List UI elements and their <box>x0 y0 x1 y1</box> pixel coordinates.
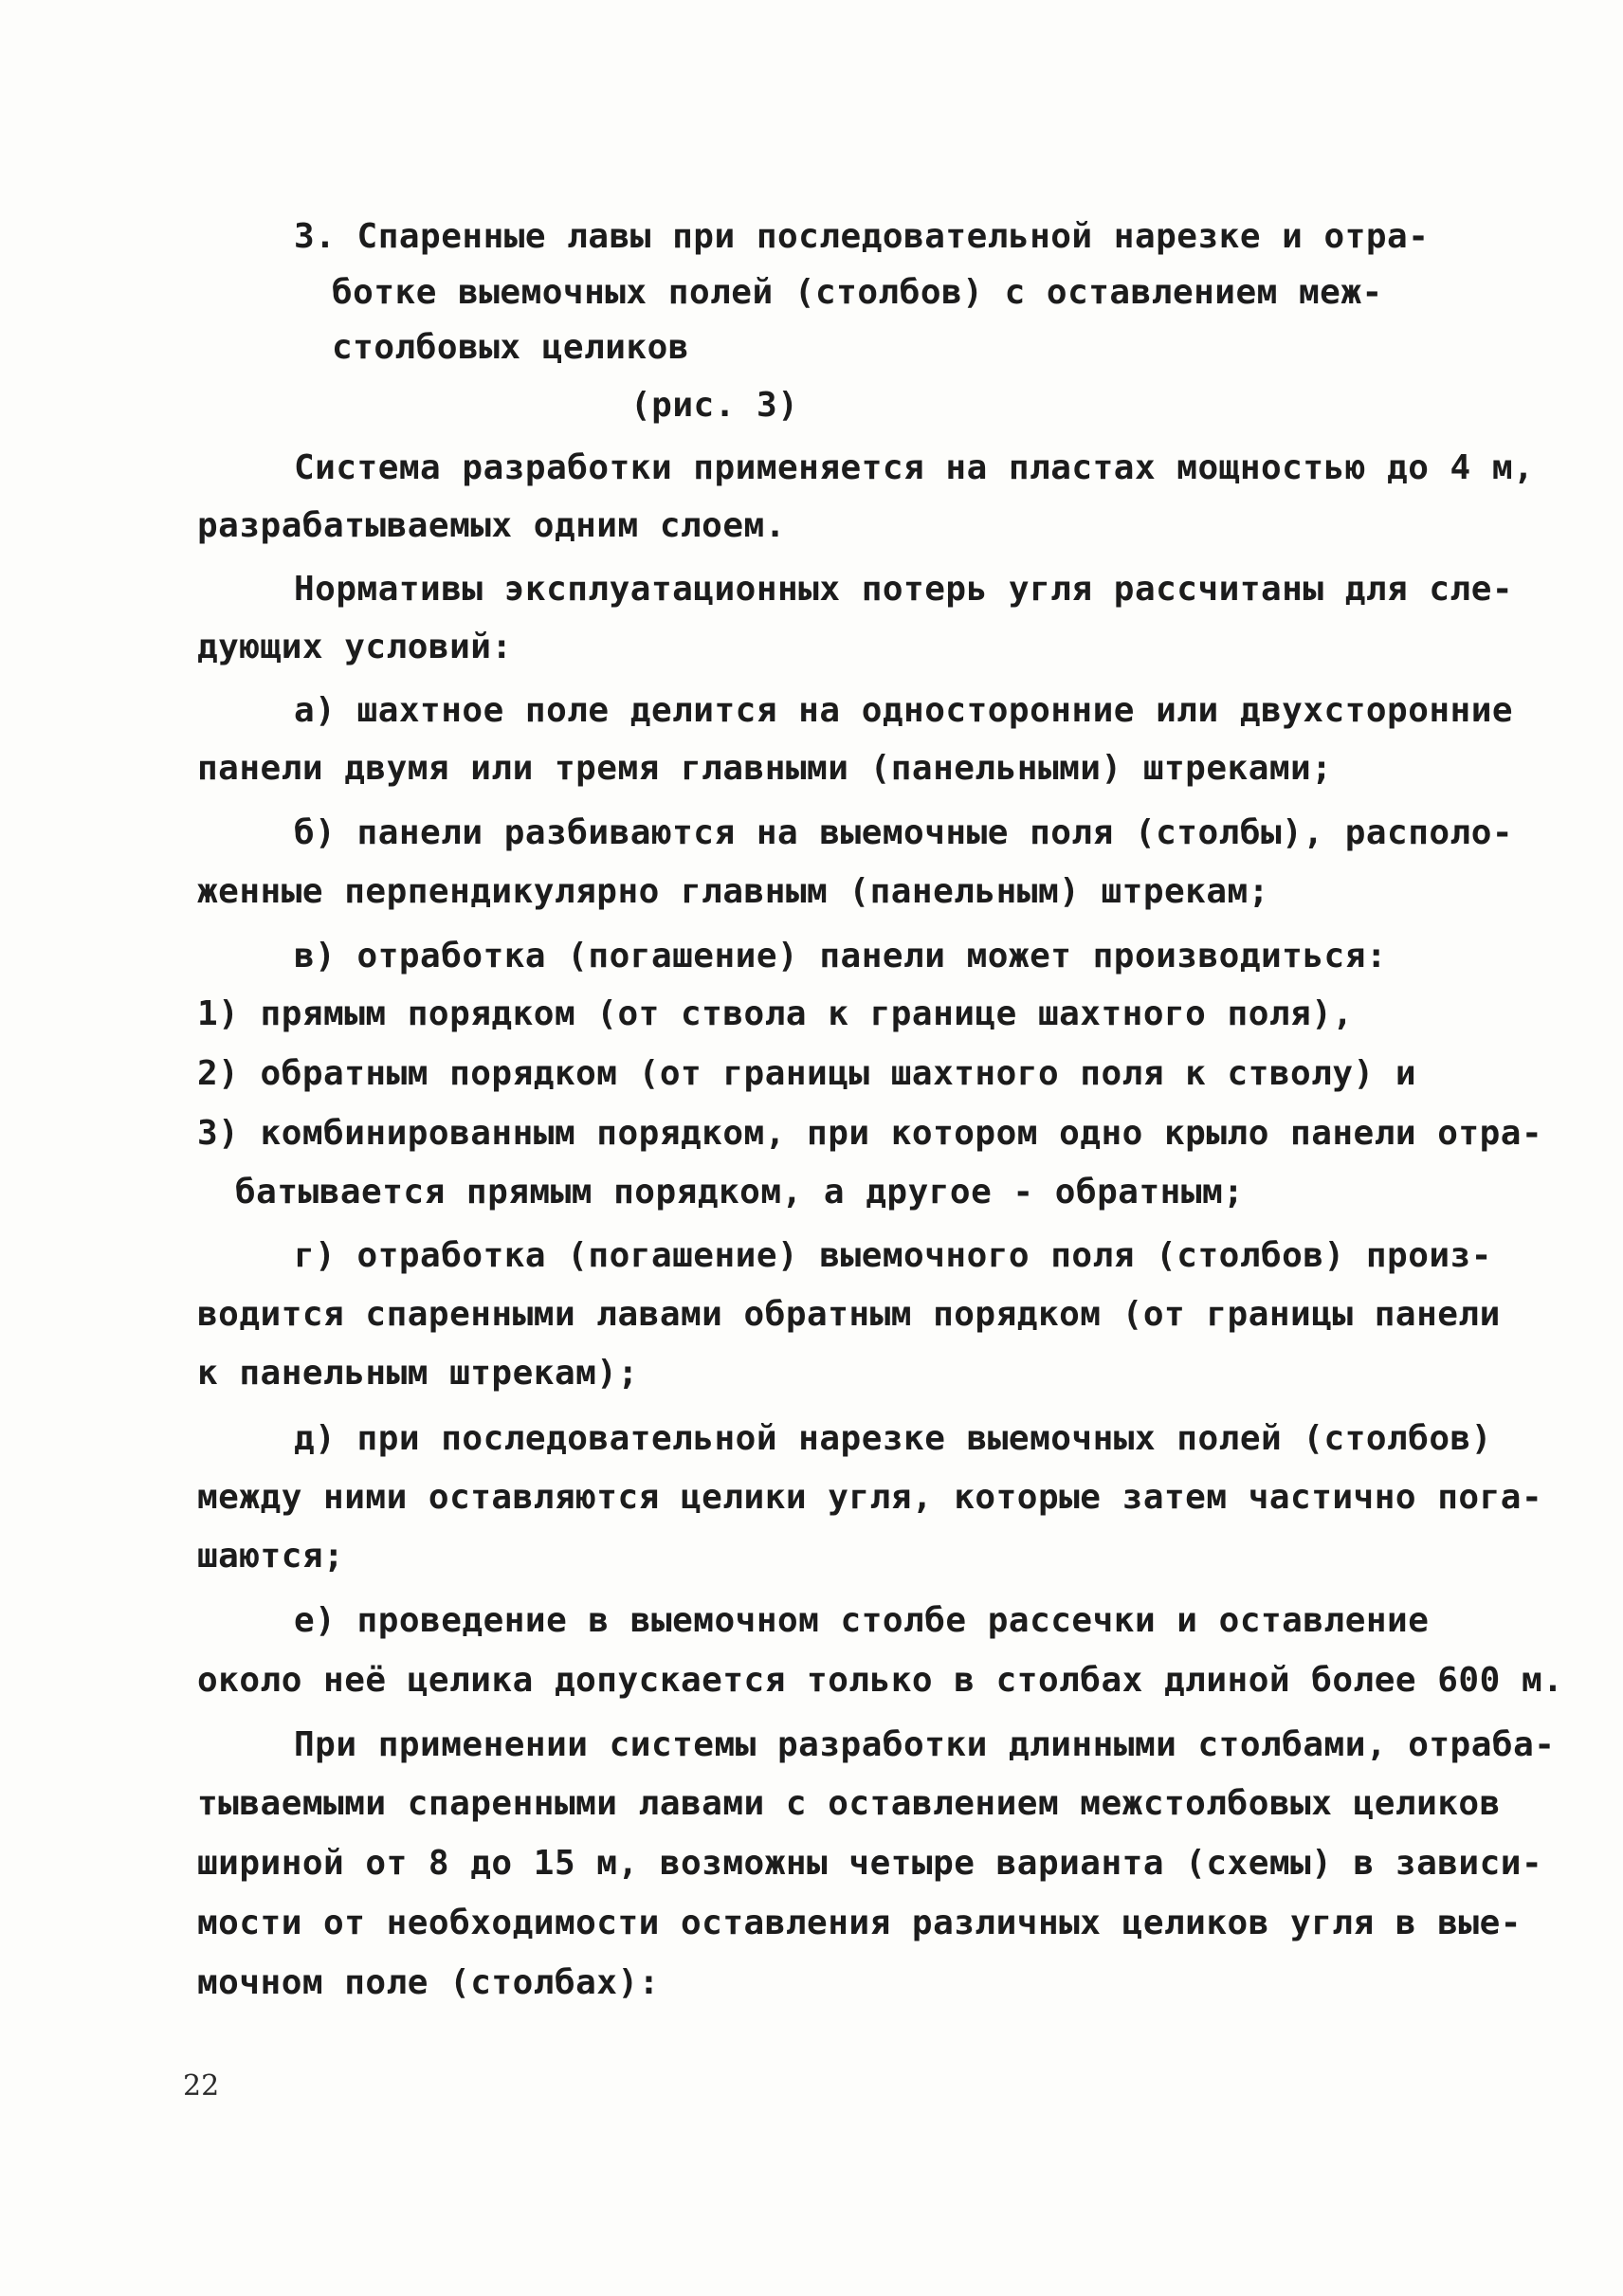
list-item-d-line-3: шаются; <box>197 1537 345 1576</box>
sub-item-3-line-2: батывается прямым порядком, а другое - обратным; <box>235 1173 1245 1212</box>
sub-item-1: 1) прямым порядком (от ствола к границе шахтного поля), <box>197 994 1354 1033</box>
paragraph-line: разрабатываемых одним слоем. <box>197 506 786 545</box>
list-item-d-line-2: между ними оставляются целики угля, которые затем частично пога- <box>197 1478 1543 1517</box>
section-heading-line-1: 3. Спаренные лавы при последовательной нарезке и отра- <box>294 217 1430 256</box>
paragraph-line: Нормативы эксплуатационных потерь угля рассчитаны для сле- <box>294 570 1514 609</box>
paragraph-line: дующих условий: <box>197 628 513 666</box>
page-number: 22 <box>183 2069 220 2103</box>
figure-reference: (рис. 3) <box>630 386 799 425</box>
section-heading-line-3: столбовых целиков <box>332 328 689 367</box>
list-item-a-line-2: панели двумя или тремя главными (панельными) штреками; <box>197 749 1333 788</box>
list-item-e-line-1: е) проведение в выемочном столбе рассечки и оставление <box>294 1601 1430 1640</box>
list-item-a-line-1: а) шахтное поле делится на односторонние или двухсторонние <box>294 691 1514 730</box>
paragraph-line: При применении системы разработки длинными столбами, отраба- <box>294 1725 1556 1764</box>
paragraph-line: тываемыми спаренными лавами с оставлением межстолбовых целиков <box>197 1784 1501 1823</box>
list-item-g-line-2: водится спаренными лавами обратным порядком (от границы панели <box>197 1295 1501 1334</box>
sub-item-2: 2) обратным порядком (от границы шахтного поля к стволу) и <box>197 1054 1417 1093</box>
paragraph-line: шириной от 8 до 15 м, возможны четыре варианта (схемы) в зависи- <box>197 1844 1543 1883</box>
list-item-d-line-1: д) при последовательной нарезке выемочных полей (столбов) <box>294 1419 1492 1458</box>
paragraph-line: Система разработки применяется на пластах мощностью до 4 м, <box>294 448 1535 487</box>
section-heading-line-2: ботке выемочных полей (столбов) с оставлением меж- <box>332 273 1383 312</box>
paragraph-line: мости от необходимости оставления различных целиков угля в вые- <box>197 1904 1522 1942</box>
sub-item-3-line-1: 3) комбинированным порядком, при котором одно крыло панели отра- <box>197 1114 1543 1153</box>
list-item-b-line-2: женные перпендикулярно главным (панельным) штрекам; <box>197 872 1269 911</box>
paragraph-line: мочном поле (столбах): <box>197 1963 660 2002</box>
list-item-g-line-1: г) отработка (погашение) выемочного поля (столбов) произ- <box>294 1236 1492 1275</box>
list-item-e-line-2: около неё целика допускается только в столбах длиной более 600 м. <box>197 1661 1564 1700</box>
list-item-b-line-1: б) панели разбиваются на выемочные поля (столбы), располо- <box>294 813 1514 852</box>
list-item-g-line-3: к панельным штрекам); <box>197 1354 639 1393</box>
list-item-v: в) отработка (погашение) панели может производиться: <box>294 937 1388 975</box>
